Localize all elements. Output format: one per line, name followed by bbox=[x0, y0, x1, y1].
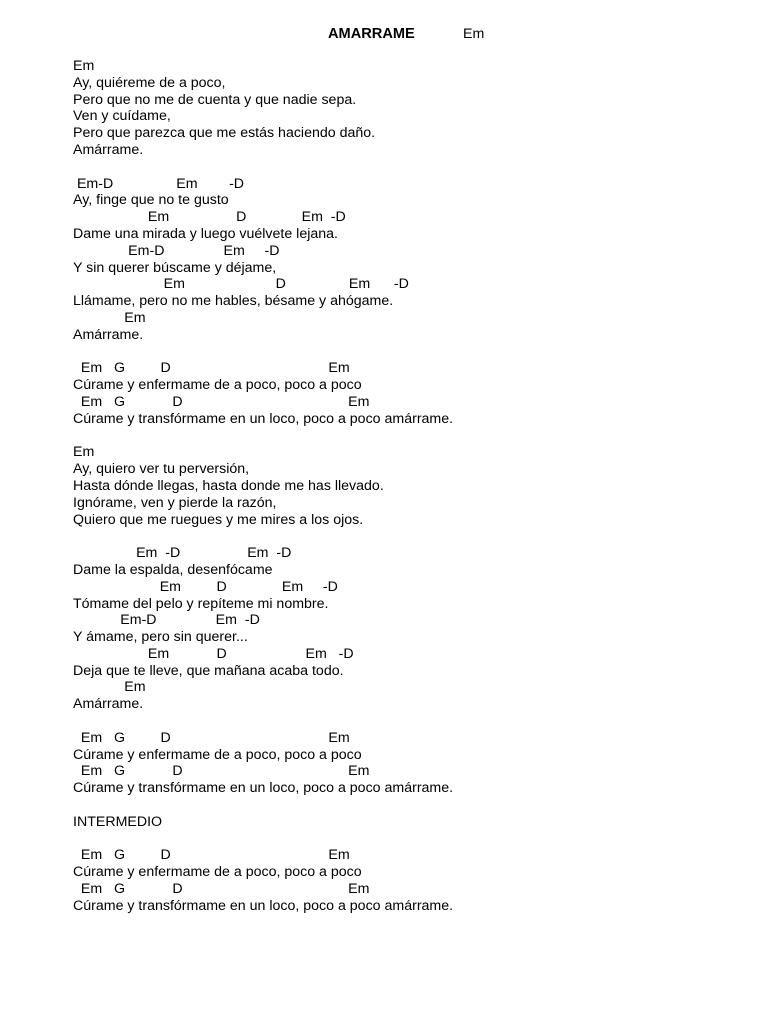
blank-line bbox=[73, 159, 753, 176]
chord-line: Em bbox=[73, 679, 146, 696]
blank-line bbox=[73, 831, 753, 848]
blank-line bbox=[73, 797, 753, 814]
blank-line bbox=[73, 344, 753, 361]
lyric-line: Cúrame y enfermame de a poco, poco a poco bbox=[73, 746, 362, 763]
lyric-line: Quiero que me ruegues y me mires a los ojos. bbox=[73, 511, 364, 528]
lyric-line: Tómame del pelo y repíteme mi nombre. bbox=[73, 595, 329, 612]
blank-line bbox=[73, 713, 753, 730]
lyric-line: Ay, finge que no te gusto bbox=[73, 192, 229, 209]
lyric-line: Pero que no me de cuenta y que nadie sepa. bbox=[73, 91, 357, 108]
lyric-line: Cúrame y transfórmame en un loco, poco a poco amárrame. bbox=[73, 780, 454, 797]
lyrics-sheet bbox=[73, 58, 753, 915]
chord-line: Em D Em -D bbox=[73, 578, 338, 595]
chord-line: Em bbox=[73, 58, 95, 74]
lyric-line: Y sin querer búscame y déjame, bbox=[73, 259, 277, 276]
chord-line: Em-D Em -D bbox=[73, 612, 260, 629]
lyric-line: INTERMEDIO bbox=[73, 813, 163, 830]
chord-line: Em G D Em bbox=[73, 729, 350, 746]
lyric-line: Cúrame y enfermame de a poco, poco a poco bbox=[73, 864, 362, 881]
blank-line bbox=[73, 428, 753, 445]
lyric-line: Amárrame. bbox=[73, 326, 144, 343]
chord-line: Em G D Em bbox=[73, 360, 350, 377]
lyric-line: Cúrame y enfermame de a poco, poco a poco bbox=[73, 377, 362, 394]
song-title: AMARRAME bbox=[328, 26, 415, 42]
lyric-line: Ay, quiéreme de a poco, bbox=[73, 74, 226, 91]
lyric-line: Cúrame y transfórmame en un loco, poco a poco amárrame. bbox=[73, 897, 454, 914]
chord-line: Em D Em -D bbox=[73, 209, 346, 226]
chord-line: Em G D Em bbox=[73, 847, 350, 864]
chord-line: Em bbox=[73, 444, 95, 461]
lyric-line: Ignórame, ven y pierde la razón, bbox=[73, 494, 277, 511]
song-key: Em bbox=[463, 26, 485, 42]
chord-line: Em G D Em bbox=[73, 763, 370, 780]
chord-line: Em-D Em -D bbox=[73, 242, 280, 259]
lyric-line: Llámame, pero no me hables, bésame y ahógame. bbox=[73, 293, 394, 310]
lyric-line: Ven y cuídame, bbox=[73, 108, 171, 125]
chord-line: Em -D Em -D bbox=[73, 545, 292, 562]
chord-line: Em D Em -D bbox=[73, 276, 409, 293]
lyric-line: Dame la espalda, desenfócame bbox=[73, 561, 273, 578]
lyric-line: Y ámame, pero sin querer... bbox=[73, 629, 248, 646]
chord-line: Em D Em -D bbox=[73, 645, 354, 662]
lyric-line: Cúrame y transfórmame en un loco, poco a poco amárrame. bbox=[73, 410, 454, 427]
chord-line: Em bbox=[73, 309, 146, 326]
blank-line bbox=[73, 528, 753, 545]
song-header bbox=[0, 24, 768, 44]
lyric-line: Dame una mirada y luego vuélvete lejana. bbox=[73, 225, 338, 242]
lyric-line: Amárrame. bbox=[73, 696, 144, 713]
lyric-line: Deja que te lleve, que mañana acaba todo. bbox=[73, 662, 344, 679]
lyric-line: Amárrame. bbox=[73, 141, 144, 158]
chord-line: Em-D Em -D bbox=[73, 175, 245, 192]
lyric-line: Pero que parezca que me estás haciendo daño. bbox=[73, 125, 376, 142]
lyric-line: Ay, quiero ver tu perversión, bbox=[73, 461, 250, 478]
lyric-line: Hasta dónde llegas, hasta donde me has llevado. bbox=[73, 477, 384, 494]
chord-line: Em G D Em bbox=[73, 881, 370, 898]
chord-line: Em G D Em bbox=[73, 393, 370, 410]
